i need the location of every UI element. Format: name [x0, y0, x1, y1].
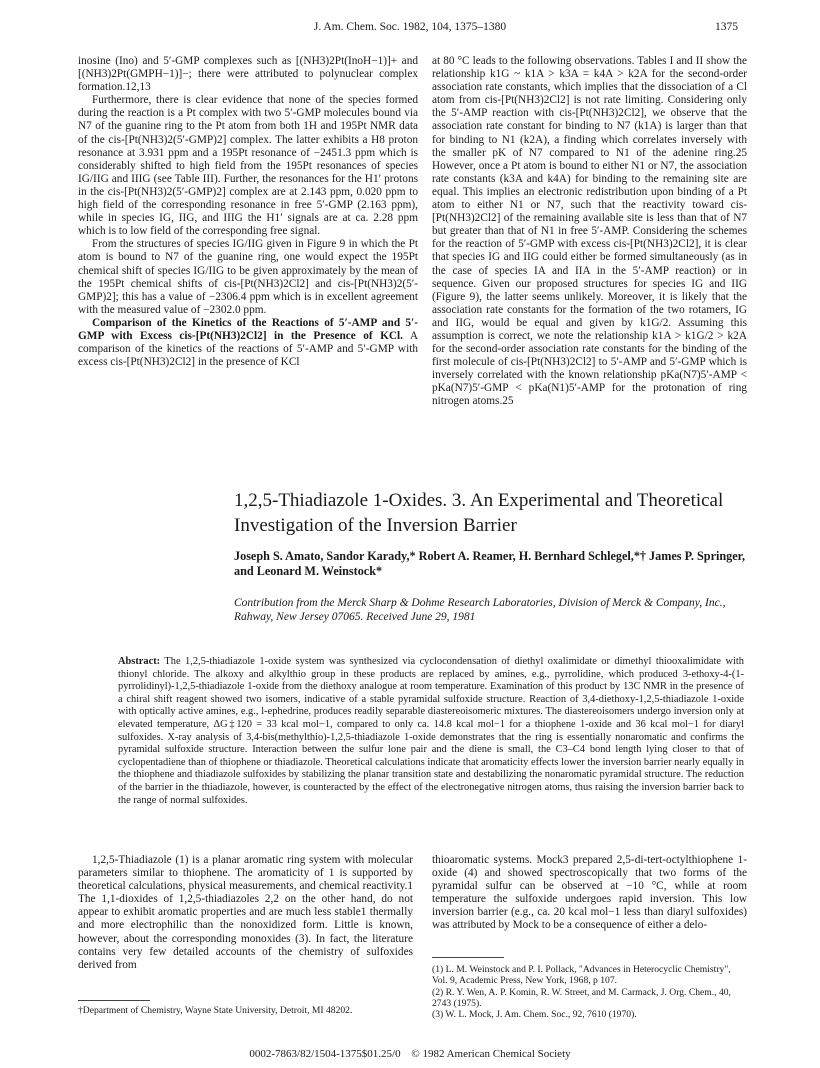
section-paragraph	[78, 317, 418, 369]
article-title: 1,2,5-Thiadiazole 1-Oxides. 3. An Experimental and Theoretical Investigation of the Inversion Barrier	[234, 490, 724, 536]
running-header	[0, 20, 820, 40]
paragraph: inosine (Ino) and 5′-GMP complexes such as [(NH3)2Pt(InoH−1)]+ and [(NH3)2Pt(GMPH−1)]−; there were attributed to polynuclear complex formation.12,13	[78, 55, 418, 94]
body-left-column	[78, 854, 413, 972]
section-text: A comparison of the kinetics of the reactions of 5′-AMP and 5′-GMP with excess cis-[Pt(NH3)2Cl2] in the presence of KCl	[78, 329, 418, 369]
previous-article-right-column	[432, 55, 747, 409]
section-heading: Comparison of the Kinetics of the Reactions of 5′-AMP and 5′-GMP with Excess cis-[Pt(NH3)2Cl2] in the Presence of KCl.	[78, 316, 418, 342]
page-footer	[0, 1048, 820, 1060]
paragraph: at 80 °C leads to the following observations. Tables I and II show the relationship k1G ~ k1A > k3A = k4A > k2A for the second-order association rate constants, which implies that the dissociation of a Cl atom from cis-[Pt(NH3)2Cl2] is not rate limiting. Considering only the 5′-AMP reaction with cis-[Pt(NH3)2Cl2], we observe that the association rate constant for binding to N7 (k1A) is larger than that for binding to N1 (k2A), a finding which correlates inversely with the smaller pK of N7 compared to N1 of the adenine ring.25 However, once a Pt atom is bound to either N1 or N7, the association rate constants (k3A and k4A) for binding to the remaining site are equal. This implies an electronic redistribution upon binding of a Pt atom to either N1 or N7, such that the reactivity toward cis-[Pt(NH3)2Cl2] of the remaining available site is less than that of N7 but greater than that of N1 in free 5′-AMP. Considering the schemes for the reaction of 5′-GMP with excess cis-[Pt(NH3)2Cl2], it is clear that species IG and IIG could either be formed simultaneously (as in the case of species IA and IIA in the 5′-AMP reaction) or in sequence. Given our proposed structures for species IG and IIG (Figure 9), the latter seems unlikely. Moreover, it is likely that the association rate constants for the formation of the two rotamers, IG and IIG, would be equal and given by k1G/2. Assuming this assumption is correct, we note the relationship k1A > k1G/2 > k2A for the second-order association rate constants for the binding of the first molecule of cis-[Pt(NH3)2Cl2] to 5′-AMP and 5′-GMP which is inversely correlated with the known relationship pKa(N7)5′-AMP < pKa(N7)5′-GMP < pKa(N1)5′-AMP for the protonation of ring nitrogen atoms.25	[432, 55, 747, 408]
abstract-label: Abstract:	[118, 656, 161, 667]
reference-item: (2) R. Y. Wen, A. P. Komin, R. W. Street, and M. Carmack, J. Org. Chem., 40, 2743 (1975).	[432, 986, 731, 1009]
copyright: © 1982 American Chemical Society	[411, 1048, 571, 1060]
paragraph: 1,2,5-Thiadiazole (1) is a planar aromatic ring system with molecular parameters similar to thiophene. The aromaticity of 1 is supported by theoretical calculations, physical measurements, and chemical reactivity.1 The 1,1-dioxides of 1,2,5-thiadiazoles 2,2 on the other hand, do not appear to exhibit aromatic properties and are much less stable1 thermally and more electrophilic than the nonoxidized form. Little is known, however, about the corresponding monoxides (3). In fact, the literature contains very few detailed accounts of the chemistry of sulfoxides derived from	[78, 854, 413, 971]
affiliation-footnote: †Department of Chemistry, Wayne State University, Detroit, MI 48202.	[78, 1005, 353, 1016]
references	[432, 964, 747, 1020]
abstract	[118, 656, 744, 807]
reference-item: (1) L. M. Weinstock and P. I. Pollack, "Advances in Heterocyclic Chemistry", Vol. 9, Academic Press, New York, 1968, p 107.	[432, 964, 731, 987]
previous-article-left-column	[78, 55, 418, 369]
paragraph: Furthermore, there is clear evidence that none of the species formed during the reaction is a Pt complex with two 5′-GMP molecules bound via N7 of the guanine ring to the Pt atom from both 1H and 195Pt NMR data of the cis-[Pt(NH3)2(5′-GMP)2] complex. The latter exhibits a H8 proton resonance at 3.931 ppm and a 195Pt resonance of −2451.3 ppm which is considerably shifted to high field from the 195Pt resonances of species IG/IIG and IIIG (see Table III). Further, the resonances for the H1′ protons in the cis-[Pt(NH3)2(5′-GMP)2] complex are at 2.143 ppm, 0.020 ppm to high field of the corresponding resonance in free 5′-GMP (2.163 ppm), while in species IG, IIG, and IIIG the H1′ signals are at ca. 2.28 ppm which is to low field of the corresponding free signal.	[78, 94, 418, 238]
paragraph: From the structures of species IG/IIG given in Figure 9 in which the Pt atom is bound to N7 of the guanine ring, one would expect the 195Pt chemical shift of species IG/IIG to be given approximately by the mean of the 195Pt chemical shifts of cis-[Pt(NH3)2Cl2] and cis-[Pt(NH3)2(5′-GMP)2]; this has a value of −2306.4 ppm which is in excellent agreement with the measured value of −2302.0 ppm.	[78, 238, 418, 316]
contribution-line: Contribution from the Merck Sharp & Dohme Research Laboratories, Division of Merck & Company, Inc., Rahway, New Jersey 07065. Received June 29, 1981	[234, 597, 726, 623]
article-authors: Joseph S. Amato, Sandor Karady,* Robert A. Reamer, H. Bernhard Schlegel,*† James P. Springer, and Leonard M. Weinstock*	[234, 549, 745, 578]
affiliation-divider	[78, 1000, 150, 1001]
journal-citation: J. Am. Chem. Soc. 1982, 104, 1375–1380	[313, 21, 507, 33]
article-code: 0002-7863/82/1504-1375$01.25/0	[249, 1048, 401, 1060]
paragraph: thioaromatic systems. Mock3 prepared 2,5-di-tert-octylthiophene 1-oxide (4) and showed spectroscopically that two forms of the pyramidal sulfur can be observed at −10 °C, while at room temperature the sulfoxide undergoes rapid inversion. This low inversion barrier (e.g., ca. 20 kcal mol−1 less than diaryl sulfoxides) was attributed by Mock to be a consequence of either a delo-	[432, 854, 747, 932]
abstract-text: The 1,2,5-thiadiazole 1-oxide system was synthesized via cyclocondensation of diethyl oxalimidate or dimethyl thiooxalimidate with thionyl chloride. The alkoxy and alkylthio group in these products are replaced by amines, e.g., pyrrolidine, which produced 3-ethoxy-4-(1-pyrrolidinyl)-1,2,5-thiadiazole 1-oxide from the diethoxy analogue at room temperature. Examination of this product by 13C NMR in the presence of a chiral shift reagent showed two isomers, indicative of a stable pyramidal sulfoxide structure. Reaction of 3,4-diethoxy-1,2,5-thiadiazole 1-oxide with optically active amines, e.g., l-ephedrine, produces readily separable diastereoisomeric mixtures. The diastereoisomers undergo inversion only at elevated temperature, ΔG‡120 = 33 kcal mol−1, compared to only ca. 14.8 kcal mol−1 for a thiophene 1-oxide and 36 kcal mol−1 for diaryl sulfoxides. X-ray analysis of 3,4-bis(methylthio)-1,2,5-thiadiazole 1-oxide demonstrates that the ring is essentially nonaromatic and confirms the pyramidal sulfoxide structure. Interaction between the sulfur lone pair and the diene is small, the C3–C4 bond length lying closer to that of cyclopentadiene than of thiophene or thiadiazole. Theoretical calculations indicate that aromaticity effects lower the inversion barrier nearly equally in the thiophene and thiadiazole sulfoxides by stabilizing the planar transition state and destabilizing the nonaromatic pyramidal structure. The reduction of the barrier in the thiadiazole, however, is counteracted by the effect of the electronegative nitrogen atoms, thus raising the inversion barrier back to the range of normal sulfoxides.	[118, 656, 744, 806]
reference-item: (3) W. L. Mock, J. Am. Chem. Soc., 92, 7610 (1970).	[432, 1009, 637, 1021]
footnote-divider	[432, 957, 504, 958]
page-number: 1375	[715, 21, 738, 33]
body-right-column	[432, 854, 747, 933]
